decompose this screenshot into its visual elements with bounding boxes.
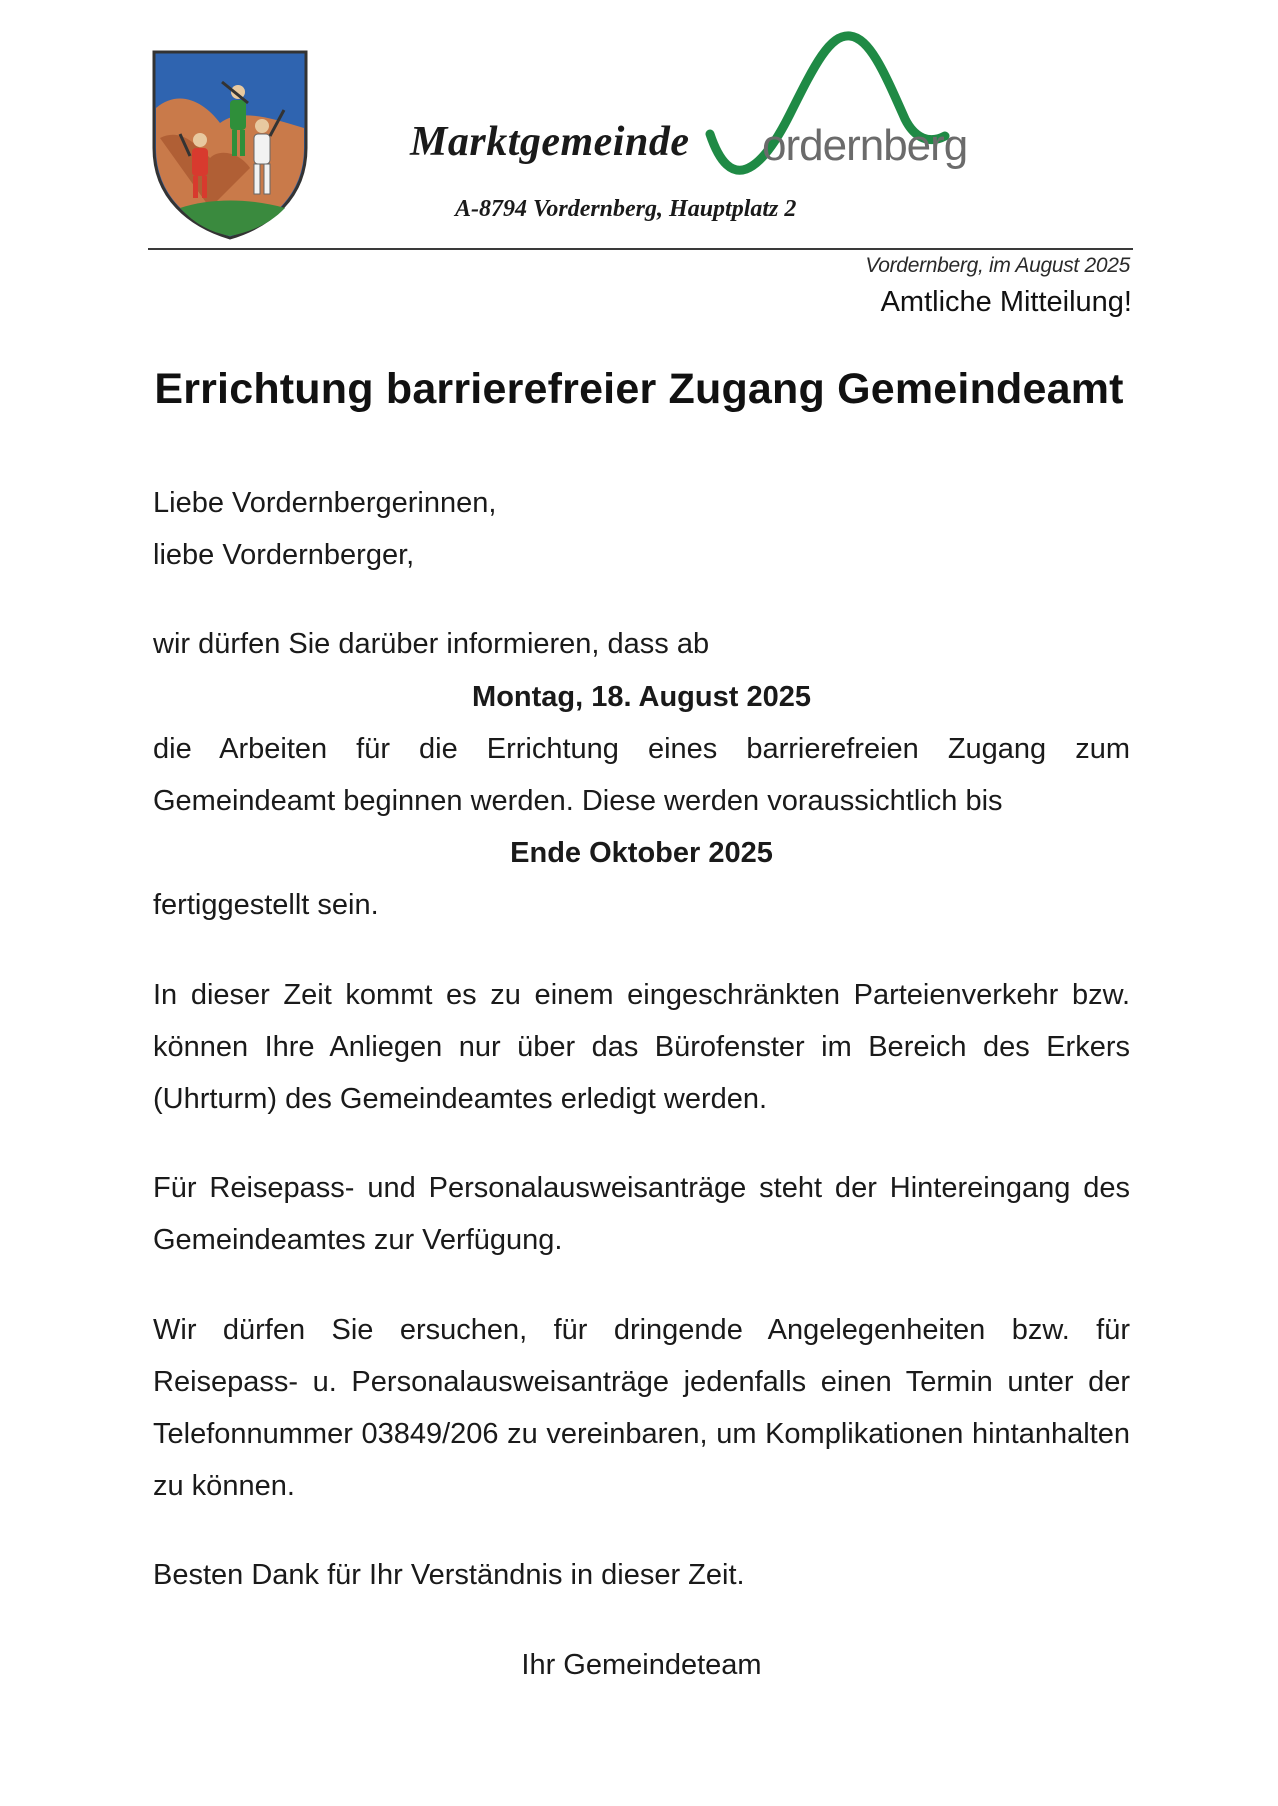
page-title: Errichtung barrierefreier Zugang Gemeindeamt: [154, 365, 1124, 413]
address: A-8794 Vordernberg, Hauptplatz 2: [455, 196, 797, 222]
end-date: Ende Oktober 2025: [510, 837, 773, 870]
coat-of-arms-icon: [150, 48, 310, 240]
salutation-line-1: Liebe Vordernbergerinnen,: [153, 487, 497, 519]
letter-body: [153, 477, 1130, 1691]
official-notice-label: Amtliche Mitteilung!: [880, 286, 1132, 318]
salutation-line-2: liebe Vordernberger,: [153, 539, 415, 572]
svg-text:ordernberg: ordernberg: [762, 121, 968, 170]
dateline: Vordernberg, im August 2025: [865, 254, 1130, 277]
paragraph-appointment: Wir dürfen Sie ersuchen, für dringende Angelegenheiten bzw. für Reisepass- u. Personalausweisanträge jedenfalls einen Termin unter der Telefonnummer 03849/206 zu vereinbaren, um Komplikationen hintanhalten zu können.: [153, 1313, 1130, 1503]
works-text: die Arbeiten für die Errichtung eines barrierefreien Zugang zum Gemeindeamt beginnen werden. Diese werden voraussichtlich bis: [153, 732, 1130, 818]
paragraph-traffic: In dieser Zeit kommt es zu einem eingeschränkten Parteienverkehr bzw. können Ihre Anliegen nur über das Bürofenster im Bereich des Erkers (Uhrturm) des Gemeindeamtes erledigt werden.: [153, 978, 1130, 1116]
intro-text: wir dürfen Sie darüber informieren, dass ab: [153, 628, 710, 661]
vordernberg-logo-icon: [690, 24, 990, 196]
start-date: Montag, 18. August 2025: [472, 680, 811, 713]
thanks-text: Besten Dank für Ihr Verständnis in dieser Zeit.: [153, 1559, 745, 1592]
paragraph-passport: Für Reisepass- und Personalausweisanträge steht der Hintereingang des Gemeindeamtes zur Verfügung.: [153, 1172, 1130, 1257]
header-divider: [148, 248, 1133, 250]
signature: Ihr Gemeindeteam: [521, 1648, 762, 1681]
completion-text: fertiggestellt sein.: [153, 889, 379, 922]
municipality-name: Marktgemeinde: [410, 119, 690, 165]
